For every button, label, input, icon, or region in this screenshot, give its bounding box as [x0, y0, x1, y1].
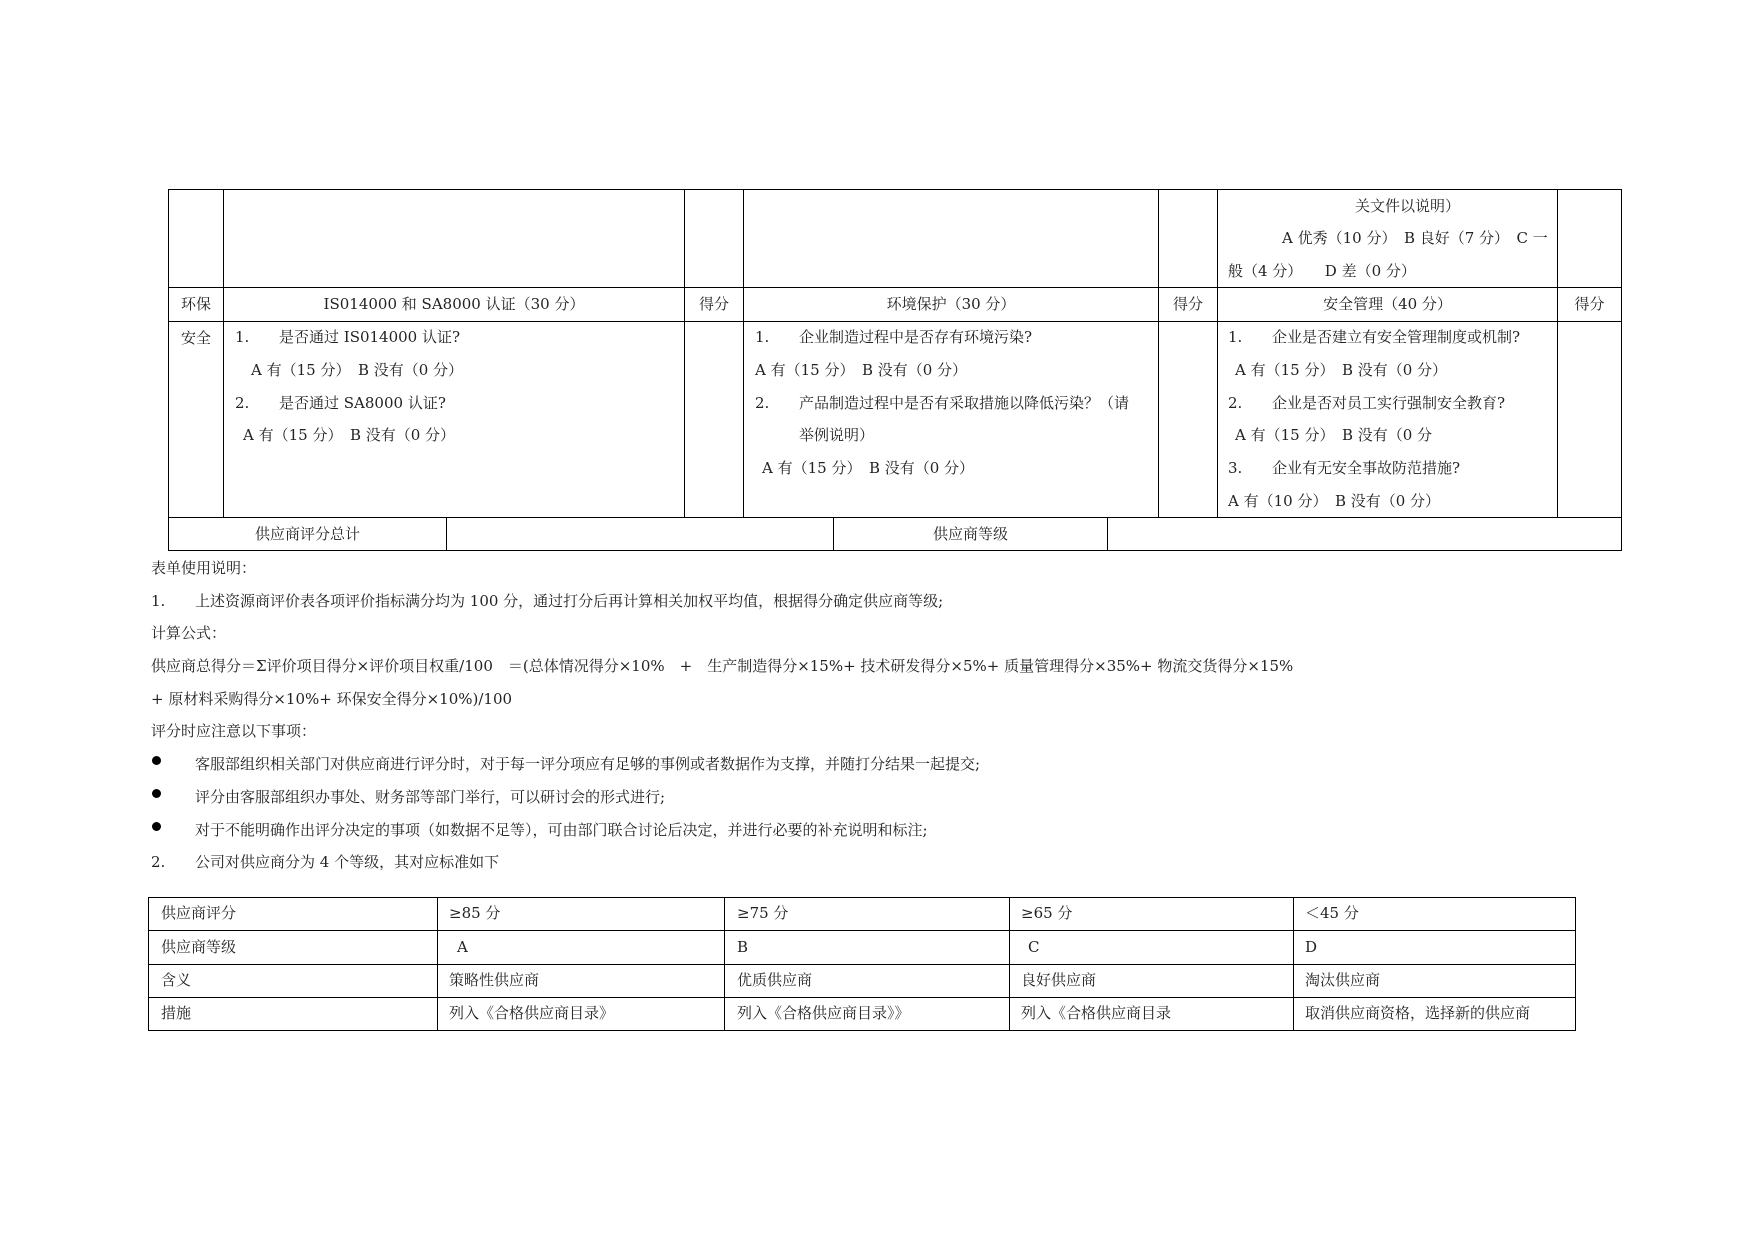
header-iso-certification: IS014000 和 SA8000 认证（30 分）	[323, 295, 585, 313]
grade-measure-c: 列入《合格供应商目录	[1021, 1004, 1172, 1022]
header-score-2: 得分	[1172, 295, 1203, 313]
notes-item-2: 公司对供应商分为 4 个等级，其对应标准如下	[195, 853, 500, 871]
header-score-3: 得分	[1574, 295, 1605, 313]
grade-score-b: ≥75 分	[737, 904, 789, 922]
formula-line-2: + 原材料采购得分×10%+ 环保安全得分×10%)/100	[151, 690, 513, 708]
iso-item-2-num: 2.	[235, 394, 250, 412]
bullet-item-1: 客服部组织相关部门对供应商进行评分时，对于每一评分项应有足够的事例或者数据作为支撑，并随打分结果一起提交;	[195, 755, 981, 773]
grade-meaning-c: 良好供应商	[1021, 971, 1097, 989]
env-item-1-question: 企业制造过程中是否存有环境污染?	[799, 328, 1033, 346]
grade-row-measure-label: 措施	[161, 1004, 192, 1022]
iso-item-2-options: A 有（15 分） B 没有（0 分）	[243, 426, 456, 444]
formula-line-1: 供应商总得分＝Σ评价项目得分×评价项目权重/100 ＝(总体情况得分×10% + 生产制造得分×15%+ 技术研发得分×5%+ 质量管理得分×35%+ 物流交货得分×15%	[151, 657, 1294, 675]
iso-item-1-options: A 有（15 分） B 没有（0 分）	[251, 361, 464, 379]
grade-score-c: ≥65 分	[1021, 904, 1073, 922]
env-item-2-num: 2.	[755, 394, 770, 412]
iso-item-2-question: 是否通过 SA8000 认证?	[279, 394, 446, 412]
notes-heading: 表单使用说明：	[151, 559, 257, 577]
header-environment: 环境保护（30 分）	[886, 295, 1016, 313]
grade-measure-a: 列入《合格供应商目录》	[449, 1004, 615, 1022]
safety-item-3-question: 企业有无安全事故防范措施?	[1272, 459, 1461, 477]
bullet-item-3: 对于不能明确作出评分决定的事项（如数据不足等），可由部门联合讨论后决定，并进行必要的补充说明和标注;	[195, 821, 928, 839]
safety-item-1-question: 企业是否建立有安全管理制度或机制?	[1272, 328, 1521, 346]
grade-level-b: B	[737, 938, 749, 956]
safety-item-2-options: A 有（15 分） B 没有（0 分	[1235, 426, 1433, 444]
grade-measure-b: 列入《合格供应商目录》》	[737, 1004, 910, 1022]
supplier-grade-label: 供应商等级	[932, 525, 1008, 543]
grade-meaning-b: 优质供应商	[737, 971, 813, 989]
formula-heading: 计算公式：	[151, 624, 227, 642]
bullet-icon	[152, 789, 161, 798]
safety-item-3-options: A 有（10 分） B 没有（0 分）	[1228, 492, 1441, 510]
category-label-safety: 安全	[181, 329, 212, 347]
grade-level-c: C	[1028, 938, 1040, 956]
category-label-env: 环保	[181, 295, 212, 313]
safety-item-2-question: 企业是否对员工实行强制安全教育?	[1272, 394, 1506, 412]
total-score-label: 供应商评分总计	[254, 525, 360, 543]
env-item-2-question: 产品制造过程中是否有采取措施以降低污染？（请	[799, 394, 1130, 412]
iso-item-1-question: 是否通过 IS014000 认证?	[279, 328, 461, 346]
bullet-icon	[152, 756, 161, 765]
grade-score-d: ＜45 分	[1305, 904, 1359, 922]
safety-continued-text-2: A 优秀（10 分） B 良好（7 分） C 一	[1282, 229, 1548, 247]
header-score-1: 得分	[698, 295, 729, 313]
bullet-icon	[152, 822, 161, 831]
grade-row-level-label: 供应商等级	[161, 938, 237, 956]
attention-heading: 评分时应注意以下事项：	[151, 722, 317, 740]
grade-level-d: D	[1305, 938, 1318, 956]
grade-measure-d: 取消供应商资格，选择新的供应商	[1305, 1004, 1531, 1022]
safety-item-1-options: A 有（15 分） B 没有（0 分）	[1235, 361, 1448, 379]
safety-continued-text-1: 关文件以说明）	[1355, 197, 1461, 215]
safety-continued-text-3: 般（4 分） D 差（0 分）	[1228, 262, 1416, 280]
grade-row-score-label: 供应商评分	[161, 904, 237, 922]
notes-item-1-num: 1.	[151, 592, 166, 610]
grade-level-a: A	[457, 938, 468, 956]
grade-meaning-d: 淘汰供应商	[1305, 971, 1381, 989]
iso-item-1-num: 1.	[235, 328, 250, 346]
safety-item-2-num: 2.	[1228, 394, 1243, 412]
safety-item-3-num: 3.	[1228, 459, 1243, 477]
env-item-1-options: A 有（15 分） B 没有（0 分）	[755, 361, 968, 379]
safety-item-1-num: 1.	[1228, 328, 1243, 346]
header-safety: 安全管理（40 分）	[1323, 295, 1452, 313]
env-item-1-num: 1.	[755, 328, 770, 346]
env-item-2-question-cont: 举例说明）	[799, 426, 875, 444]
notes-item-2-num: 2.	[151, 853, 166, 871]
grade-row-meaning-label: 含义	[161, 971, 192, 989]
grade-meaning-a: 策略性供应商	[449, 971, 540, 989]
env-item-2-options: A 有（15 分） B 没有（0 分）	[762, 459, 975, 477]
notes-item-1: 上述资源商评价表各项评价指标满分均为 100 分，通过打分后再计算相关加权平均值，根据得分确定供应商等级;	[195, 592, 944, 610]
grade-score-a: ≥85 分	[449, 904, 501, 922]
bullet-item-2: 评分由客服部组织办事处、财务部等部门举行，可以研讨会的形式进行;	[195, 788, 666, 806]
